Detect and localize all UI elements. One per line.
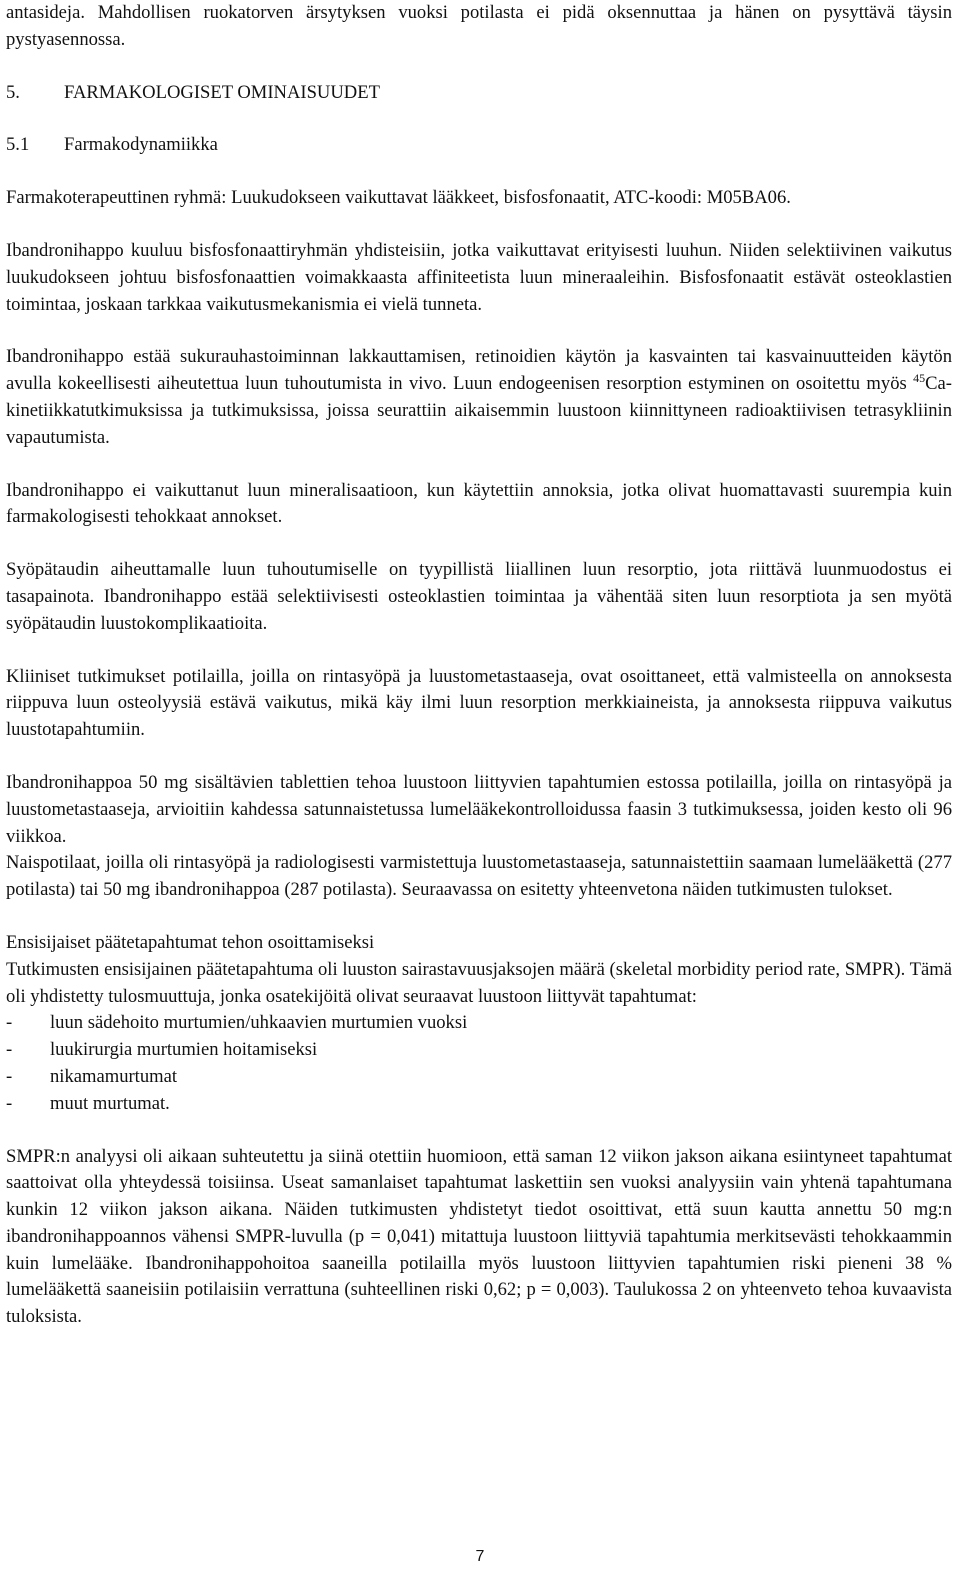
paragraph-tablet-efficacy: Ibandronihappoa 50 mg sisältävien tablettien tehoa luustoon liittyvien tapahtumien estossa potilailla, joilla on rintasyöpä ja luustometastaaseja, arvioitiin kahdessa satunnaistetussa lumelääkekontrolloidussa faasin 3 tutkimuksessa, joiden kesto oli 96 viikkoa. — [6, 771, 952, 847]
event-list — [6, 1010, 952, 1117]
paragraph-in-vivo — [6, 344, 952, 451]
subheading-primary-endpoints: Ensisijaiset päätetapahtumat tehon osoittamiseksi — [6, 931, 375, 953]
list-item-text: nikamamurtumat — [50, 1065, 178, 1087]
list-item — [6, 1064, 952, 1091]
list-dash: - — [6, 1012, 13, 1034]
intro-paragraph: antasideja. Mahdollisen ruokatorven ärsytyksen vuoksi potilasta ei pidä oksennuttaa ja hänen on pysyttävä täysin pystyasennossa. — [6, 2, 952, 50]
paragraph-in-vivo-start: Ibandronihappo estää sukurauhastoiminnan lakkauttamisen, retinoidien käytön ja kasvainten tai kasvainuutteiden käytön avulla kokeellisesti aiheutettua luun tuhoutumista in vivo. Luun endogeenisen resorption estyminen on osoitettu myös — [6, 346, 952, 395]
section-5-1-heading — [6, 132, 952, 159]
paragraph-clinical-studies: Kliiniset tutkimukset potilailla, joilla on rintasyöpä ja luustometastaaseja, ovat osoittaneet, että valmisteella on annoksesta riippuva luun osteolyysiä estävä vaikutus, mikä käy ilmi luun resorption merkkiaineista, ja annoksesta riippuva vaikutus luustotapahtumiin. — [6, 665, 952, 741]
section-5-1-title: Farmakodynamiikka — [64, 134, 218, 156]
section-5-number: 5. — [6, 81, 20, 103]
paragraph-smpr-definition: Tutkimusten ensisijainen päätetapahtuma oli luuston sairastavuusjaksojen määrä (skeletal morbidity period rate, SMPR). Tämä oli yhdistetty tulosmuuttuja, jonka osatekijöitä olivat seuraavat luustoon liittyvät tapahtumat: — [6, 958, 952, 1007]
paragraph-atc: Farmakoterapeuttinen ryhmä: Luukudokseen vaikuttavat lääkkeet, bisfosfonaatit, ATC-koodi: M05BA06. — [6, 187, 791, 209]
paragraph-cancer-bone: Syöpätaudin aiheuttamalle luun tuhoutumiselle on tyypillistä liiallinen luun resorptio, jota riittävä luunmuodostus ei tasapainota. Ibandronihappo estää selektiivisesti osteoklastien toimintaa ja vähentää siten luun resorptiota ja sen myötä syöpätaudin luustokomplikaatioita. — [6, 559, 952, 634]
section-5-1-number: 5.1 — [6, 134, 30, 156]
paragraph-patients: Naispotilaat, joilla oli rintasyöpä ja radiologisesti varmistettuja luustometastaaseja, satunnaistettiin saamaan lumelääkettä (277 potilasta) tai 50 mg ibandronihappoa (287 potilasta). Seuraavassa on esitetty yhteenvetona näiden tutkimusten tulokset. — [6, 852, 952, 901]
paragraph-in-vivo-end: Ca-kinetiikkatutkimuksissa ja tutkimuksissa, joissa seurattiin aikaisemmin luustoon kiinnittyneen radioaktiivisen tetrasykliinin vapautumista. — [6, 373, 952, 448]
list-item — [6, 1010, 952, 1037]
list-dash: - — [6, 1092, 13, 1114]
list-item-text: luun sädehoito murtumien/uhkaavien murtumien vuoksi — [50, 1012, 468, 1034]
page-number: 7 — [475, 1548, 485, 1565]
list-item-text: luukirurgia murtumien hoitamiseksi — [50, 1039, 318, 1061]
section-5-title: FARMAKOLOGISET OMINAISUUDET — [64, 81, 380, 103]
section-5-heading — [6, 80, 952, 107]
paragraph-smpr-analysis: SMPR:n analyysi oli aikaan suhteutettu ja siinä otettiin huomioon, että saman 12 viikon jakson aikana esiintyneet tapahtumat saattoivat olla yhteydessä toisiinsa. Useat samanlaiset tapahtumat laskettiin sen vuoksi analyysiin vain yhtenä tapahtumana kunkin 12 viikon jakson aikana. Näiden tutkimusten yhdistetyt tiedot osoittivat, että suun kautta annettu 50 mg:n ibandronihappoannos vähensi SMPR-luvulla (p = 0,041) mitattuja luustoon liittyviä tapahtumia merkitsevästi tehokkaammin kuin lumelääke. Ibandronihappohoitoa saaneilla potilailla myös luustoon liittyvien tapahtumien riski pieneni 38 % lumelääkettä saaneisiin potilaisiin verrattuna (suhteellinen riski 0,62; p = 0,003). Taulukossa 2 on yhteenveto tehoa kuvaavista tuloksista. — [6, 1145, 952, 1328]
list-dash: - — [6, 1039, 13, 1061]
list-item — [6, 1037, 952, 1064]
list-item — [6, 1091, 952, 1118]
document-page — [6, 0, 952, 1357]
list-dash: - — [6, 1065, 13, 1087]
isotope-superscript: 45 — [913, 371, 926, 386]
paragraph-mineralisation: Ibandronihappo ei vaikuttanut luun mineralisaatioon, kun käytettiin annoksia, jotka olivat huomattavasti suurempia kuin farmakologisesti tehokkaat annokset. — [6, 479, 952, 528]
list-item-text: muut murtumat. — [50, 1092, 170, 1114]
paragraph-mechanism: Ibandronihappo kuuluu bisfosfonaattiryhmän yhdisteisiin, jotka vaikuttavat erityisesti luuhun. Niiden selektiivinen vaikutus luukudokseen johtuu bisfosfonaattien voimakkaasta affiniteetista luun mineraaleihin. Bisfosfonaatit estävät osteoklastien toimintaa, joskaan tarkkaa vaikutusmekanismia ei vielä tunneta. — [6, 239, 952, 315]
